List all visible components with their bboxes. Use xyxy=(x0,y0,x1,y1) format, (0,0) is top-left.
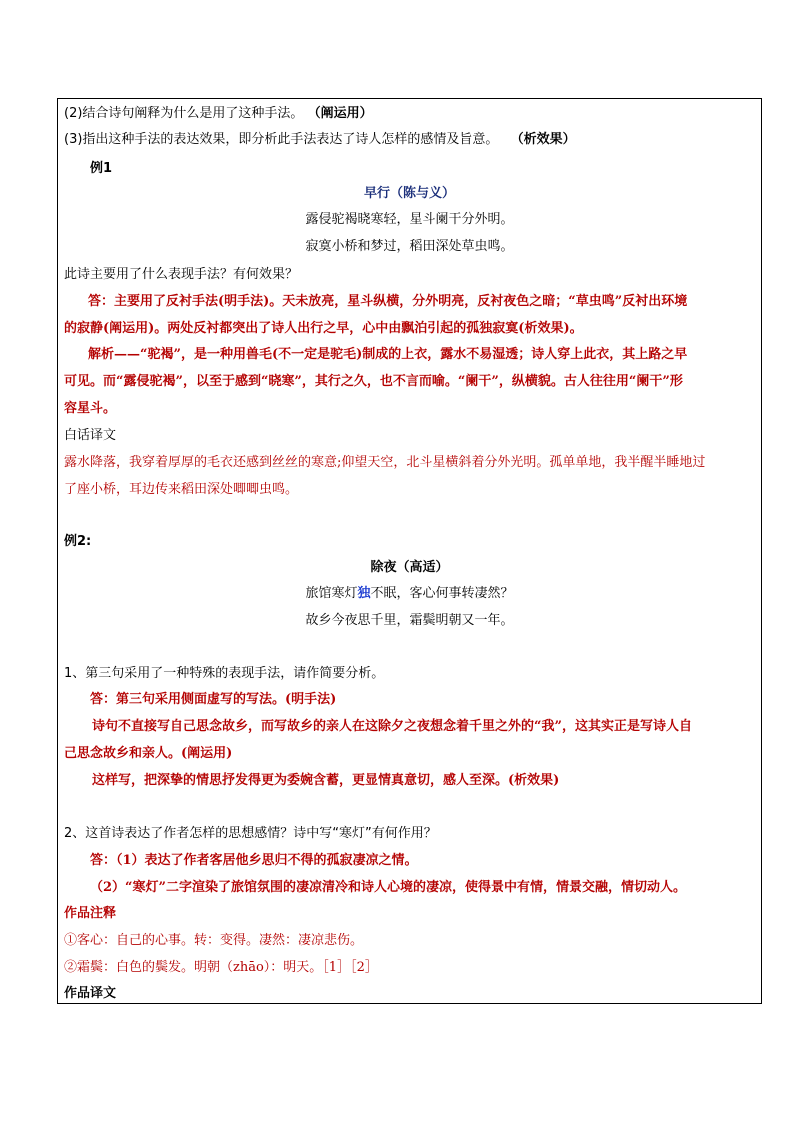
example1-poem-line1: 露侵驼褐晓寒轻，星斗阑干分外明。 xyxy=(305,212,514,227)
example1-label: 例1 xyxy=(90,161,113,176)
example2-note2: ②霜鬓：白色的鬓发。明朝（zhāo）：明天。［1］［2］ xyxy=(64,960,378,975)
example1-poem-line2: 寂寞小桥和梦过，稻田深处草虫鸣。 xyxy=(305,239,514,254)
example2-poem-line2: 故乡今夜思千里，霜鬓明朝又一年。 xyxy=(305,613,514,628)
example2-poem-line1-em: 独 xyxy=(357,586,371,601)
example2-label: 例2: xyxy=(64,534,92,549)
example1-question: 此诗主要用了什么表现手法？有何效果？ xyxy=(64,267,299,282)
example1-answer-line2: 的寂静(阐运用)。两处反衬都突出了诗人出行之早，心中由飘泊引起的孤独寂寞(析效果)。 xyxy=(64,321,583,336)
question-2-tag: （阐运用） xyxy=(307,106,373,121)
example1-poem-title: 早行（陈与义） xyxy=(363,186,455,201)
example2-q1-answer2: 诗句不直接写自己思念故乡，而写故乡的亲人在这除夕之夜想念着千里之外的“我”，这其实正是写诗人自 xyxy=(92,719,692,734)
example1-translation-line2: 了座小桥，耳边传来稻田深处唧唧虫鸣。 xyxy=(64,482,299,497)
example2-q2-answer2: （2）“寒灯”二字渲染了旅馆氛围的凄凉清冷和诗人心境的凄凉，使得景中有情，情景交融，情切动人。 xyxy=(90,880,687,895)
question-3 xyxy=(64,131,576,149)
question-2-text: (2)结合诗句阐释为什么是用了这种手法。 xyxy=(64,106,304,121)
example2-poem-line1-a: 旅馆寒灯 xyxy=(305,586,358,601)
example2-q1-answer3: 己思念故乡和亲人。(阐运用) xyxy=(64,746,233,761)
example2-q2-answer1: 答：（1）表达了作者客居他乡思归不得的孤寂凄凉之情。 xyxy=(90,853,418,868)
example1-translation-label: 白话译文 xyxy=(64,428,117,443)
question-2 xyxy=(64,105,373,123)
example1-analysis-line1: 解析——“驼褐”，是一种用兽毛(不一定是驼毛)制成的上衣，露水不易湿透；诗人穿上此衣，其上路之早 xyxy=(88,347,688,362)
example2-q1: 1、第三句采用了一种特殊的表现手法，请作简要分析。 xyxy=(64,666,385,681)
question-3-text: (3)指出这种手法的表达效果，即分析此手法表达了诗人怎样的感情及旨意。 xyxy=(64,132,499,147)
example2-notes-label: 作品注释 xyxy=(64,906,117,921)
example2-q1-answer1: 答：第三句采用侧面虚写的写法。(明手法) xyxy=(90,692,337,707)
example1-answer-line1: 答：主要用了反衬手法(明手法)。天未放亮，星斗纵横，分外明亮，反衬夜色之暗；“草虫鸣”反衬出环境 xyxy=(88,294,688,309)
example2-q2: 2、这首诗表达了作者怎样的思想感情？诗中写“寒灯”有何作用？ xyxy=(64,826,437,841)
example2-note1: ①客心：自己的心事。转：变得。凄然：凄凉悲伤。 xyxy=(64,933,364,948)
example2-translation-label: 作品译文 xyxy=(64,986,117,1001)
example2-q1-answer4: 这样写，把深挚的情思抒发得更为委婉含蓄，更显情真意切，感人至深。(析效果) xyxy=(92,773,560,788)
example2-poem-title: 除夜（高适） xyxy=(370,560,449,575)
example2-poem-line1-b: 不眠，客心何事转凄然？ xyxy=(370,586,514,601)
example1-translation-line1: 露水降落，我穿着厚厚的毛衣还感到丝丝的寒意;仰望天空，北斗星横斜着分外光明。孤单单地，我半醒半睡地过 xyxy=(64,455,706,470)
example2-poem-line1 xyxy=(57,585,762,603)
example1-analysis-line2: 可见。而“露侵驼褐”，以至于感到“晓寒”，其行之久，也不言而喻。“阑干”，纵横貌。古人往往用“阑干”形 xyxy=(64,374,683,389)
example1-analysis-line3: 容星斗。 xyxy=(64,401,117,416)
question-3-tag: （析效果） xyxy=(510,132,576,147)
